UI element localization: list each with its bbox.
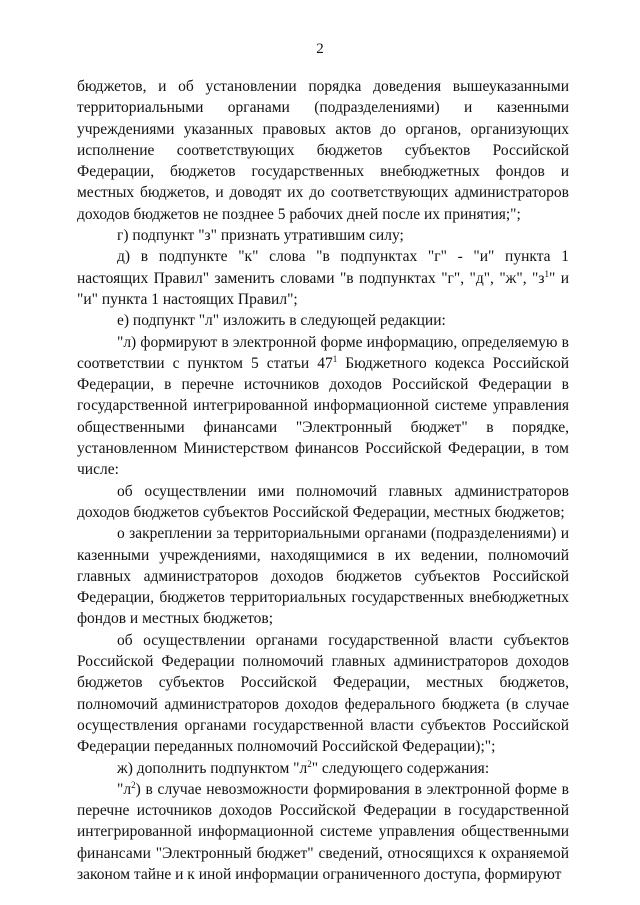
paragraph-5-text-a: "л) формируют в электронной форме информацию, определяемую в соответствии с пунктом 5 статьи 47	[77, 333, 569, 372]
paragraph-10-superscript: 2	[131, 779, 136, 790]
page-number: 2	[316, 41, 324, 57]
paragraph-9-superscript: 2	[307, 758, 312, 769]
paragraph-3-text-a: д) в подпункте "к" слова "в подпунктах "г" - "и" пункта 1 настоящих Правил" заменить словами "в подпунктах "г", "д", "ж", "з	[77, 248, 569, 287]
paragraph-10-text-a: "л	[117, 780, 132, 798]
paragraph-4: е) подпункт "л" изложить в следующей редакции:	[117, 312, 446, 330]
paragraph-3-superscript: 1	[544, 268, 549, 279]
paragraph-10-text-b: ) в случае невозможности формирования в электронной форме в перечне источников доходов Российской Федерации в государственной интегрированной информационной системе управления общественными финансами "Электронный бюджет" сведений, относящихся к охраняемой законом тайне и к иной информации ограниченного доступа, формируют	[77, 780, 569, 883]
paragraph-3	[77, 246, 569, 310]
document-body	[77, 76, 569, 885]
paragraph-6: об осуществлении ими полномочий главных администраторов доходов бюджетов субъектов Российской Федерации, местных бюджетов;	[77, 482, 569, 521]
paragraph-3-text-b: " и "и" пункта 1 настоящих Правил";	[77, 269, 569, 308]
paragraph-1: бюджетов, и об установлении порядка доведения вышеуказанными территориальными органами (подразделениями) и казенными учреждениями указанных правовых актов до органов, организующих исполнение соответствующих бюджетов субъектов Российской Федерации, бюджетов государственных внебюджетных фондов и местных бюджетов, и доводят их до соответствующих администраторов доходов бюджетов не позднее 5 рабочих дней после их принятия;";	[77, 78, 569, 223]
paragraph-10	[77, 779, 569, 885]
paragraph-5-text-b: Бюджетного кодекса Российской Федерации, в перечне источников доходов Российской Федерации в государственной интегрированной информационной системе управления общественными финансами "Электронный бюджет" в порядке, установленном Министерством финансов Российской Федерации, в том числе:	[77, 354, 569, 479]
paragraph-9-text-b: " следующего содержания:	[311, 759, 490, 777]
paragraph-5-superscript: 1	[332, 353, 338, 364]
paragraph-8: об осуществлении органами государственной власти субъектов Российской Федерации полномочий главных администраторов доходов бюджетов субъектов Российской Федерации, местных бюджетов, полномочий администраторов доходов федерального бюджета (в случае осуществления органами государственной власти субъектов Российской Федерации переданных полномочий Российской Федерации);";	[77, 631, 569, 756]
paragraph-2: г) подпункт "з" признать утратившим силу;	[117, 227, 404, 245]
paragraph-7: о закреплении за территориальными органами (подразделениями) и казенными учреждениями, находящимися в их ведении, полномочий главных администраторов доходов бюджетов субъектов Российской Федерации, бюджетов территориальных государственных внебюджетных фондов и местных бюджетов;	[77, 525, 569, 628]
paragraph-5	[77, 332, 569, 481]
paragraph-9	[77, 758, 569, 779]
paragraph-9-text-a: ж) дополнить подпунктом "л	[117, 759, 308, 777]
